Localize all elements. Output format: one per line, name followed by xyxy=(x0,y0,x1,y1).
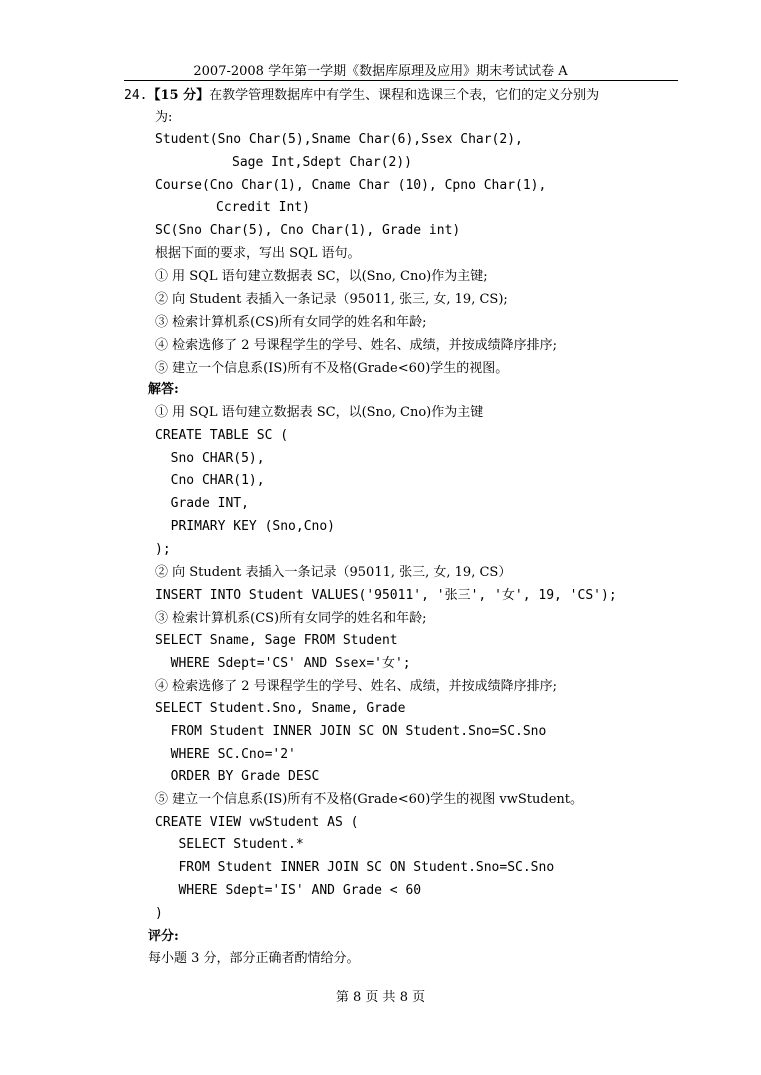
code-line: Cno CHAR(1), xyxy=(155,473,265,488)
page-header: 2007-2008 学年第一学期《数据库原理及应用》期末考试试卷 A xyxy=(193,64,568,79)
code-line: SELECT Student.Sno, Sname, Grade xyxy=(155,701,406,716)
answer-label: 解答: xyxy=(148,382,179,397)
question-intro: 在教学管理数据库中有学生、课程和选课三个表，它们的定义分别为 xyxy=(209,88,600,103)
code-line: SELECT Student.* xyxy=(155,837,304,852)
question-line-1 xyxy=(124,86,599,105)
code-line: SELECT Sname, Sage FROM Student xyxy=(155,633,398,648)
code-line: Grade INT, xyxy=(155,496,249,511)
code-line: FROM Student INNER JOIN SC ON Student.Sno=SC.Sno xyxy=(155,860,555,875)
code-line: PRIMARY KEY (Sno,Cno) xyxy=(155,519,336,534)
page-footer: 第 8 页 共 8 页 xyxy=(335,990,426,1005)
code-line: WHERE SC.Cno='2' xyxy=(155,747,296,762)
code-line: ); xyxy=(155,542,171,557)
header-rule xyxy=(124,80,678,81)
def-course-2: Ccredit Int) xyxy=(216,200,310,215)
req-item-5: ⑤ 建立一个信息系(IS)所有不及格(Grade<60)学生的视图。 xyxy=(155,361,509,376)
question-score: 【15 分】 xyxy=(147,88,210,103)
def-sc: SC(Sno Char(5), Cno Char(1), Grade int) xyxy=(155,223,461,238)
code-line: ) xyxy=(155,906,163,921)
code-line: Sno CHAR(5), xyxy=(155,451,265,466)
code-line: WHERE Sdept='CS' AND Ssex='女'; xyxy=(155,656,411,671)
answer-5-title: ⑤ 建立一个信息系(IS)所有不及格(Grade<60)学生的视图 vwStudent。 xyxy=(155,792,583,807)
answer-3-title: ③ 检索计算机系(CS)所有女同学的姓名和年龄; xyxy=(155,611,427,626)
def-student-1: Student(Sno Char(5),Sname Char(6),Ssex Char(2), xyxy=(155,132,523,147)
grading-label: 评分: xyxy=(148,929,179,944)
code-line: INSERT INTO Student VALUES('95011', '张三', '女', 19, 'CS'); xyxy=(155,588,617,603)
grading-text: 每小题 3 分，部分正确者酌情给分。 xyxy=(148,951,360,966)
req-item-3: ③ 检索计算机系(CS)所有女同学的姓名和年龄; xyxy=(155,315,427,330)
req-item-4: ④ 检索选修了 2 号课程学生的学号、姓名、成绩，并按成绩降序排序; xyxy=(155,338,558,353)
def-course-1: Course(Cno Char(1), Cname Char (10), Cpno Char(1), xyxy=(155,178,547,193)
req-item-2: ② 向 Student 表插入一条记录（95011, 张三, 女, 19, CS); xyxy=(155,292,508,307)
req-item-1: ① 用 SQL 语句建立数据表 SC，以(Sno, Cno)作为主键; xyxy=(155,269,488,284)
requirement: 根据下面的要求，写出 SQL 语句。 xyxy=(155,246,361,261)
code-line: FROM Student INNER JOIN SC ON Student.Sno=SC.Sno xyxy=(155,724,547,739)
question-intro-cont: 为: xyxy=(155,110,173,125)
answer-4-title: ④ 检索选修了 2 号课程学生的学号、姓名、成绩，并按成绩降序排序; xyxy=(155,679,558,694)
answer-2-title: ② 向 Student 表插入一条记录（95011, 张三, 女, 19, CS） xyxy=(155,565,512,580)
answer-1-title: ① 用 SQL 语句建立数据表 SC，以(Sno, Cno)作为主键 xyxy=(155,405,484,420)
code-line: ORDER BY Grade DESC xyxy=(155,769,320,784)
code-line: WHERE Sdept='IS' AND Grade < 60 xyxy=(155,883,422,898)
code-line: CREATE TABLE SC ( xyxy=(155,428,289,443)
code-line: CREATE VIEW vwStudent AS ( xyxy=(155,815,359,830)
def-student-2: Sage Int,Sdept Char(2)) xyxy=(232,155,413,170)
question-number: 24. xyxy=(124,88,148,103)
